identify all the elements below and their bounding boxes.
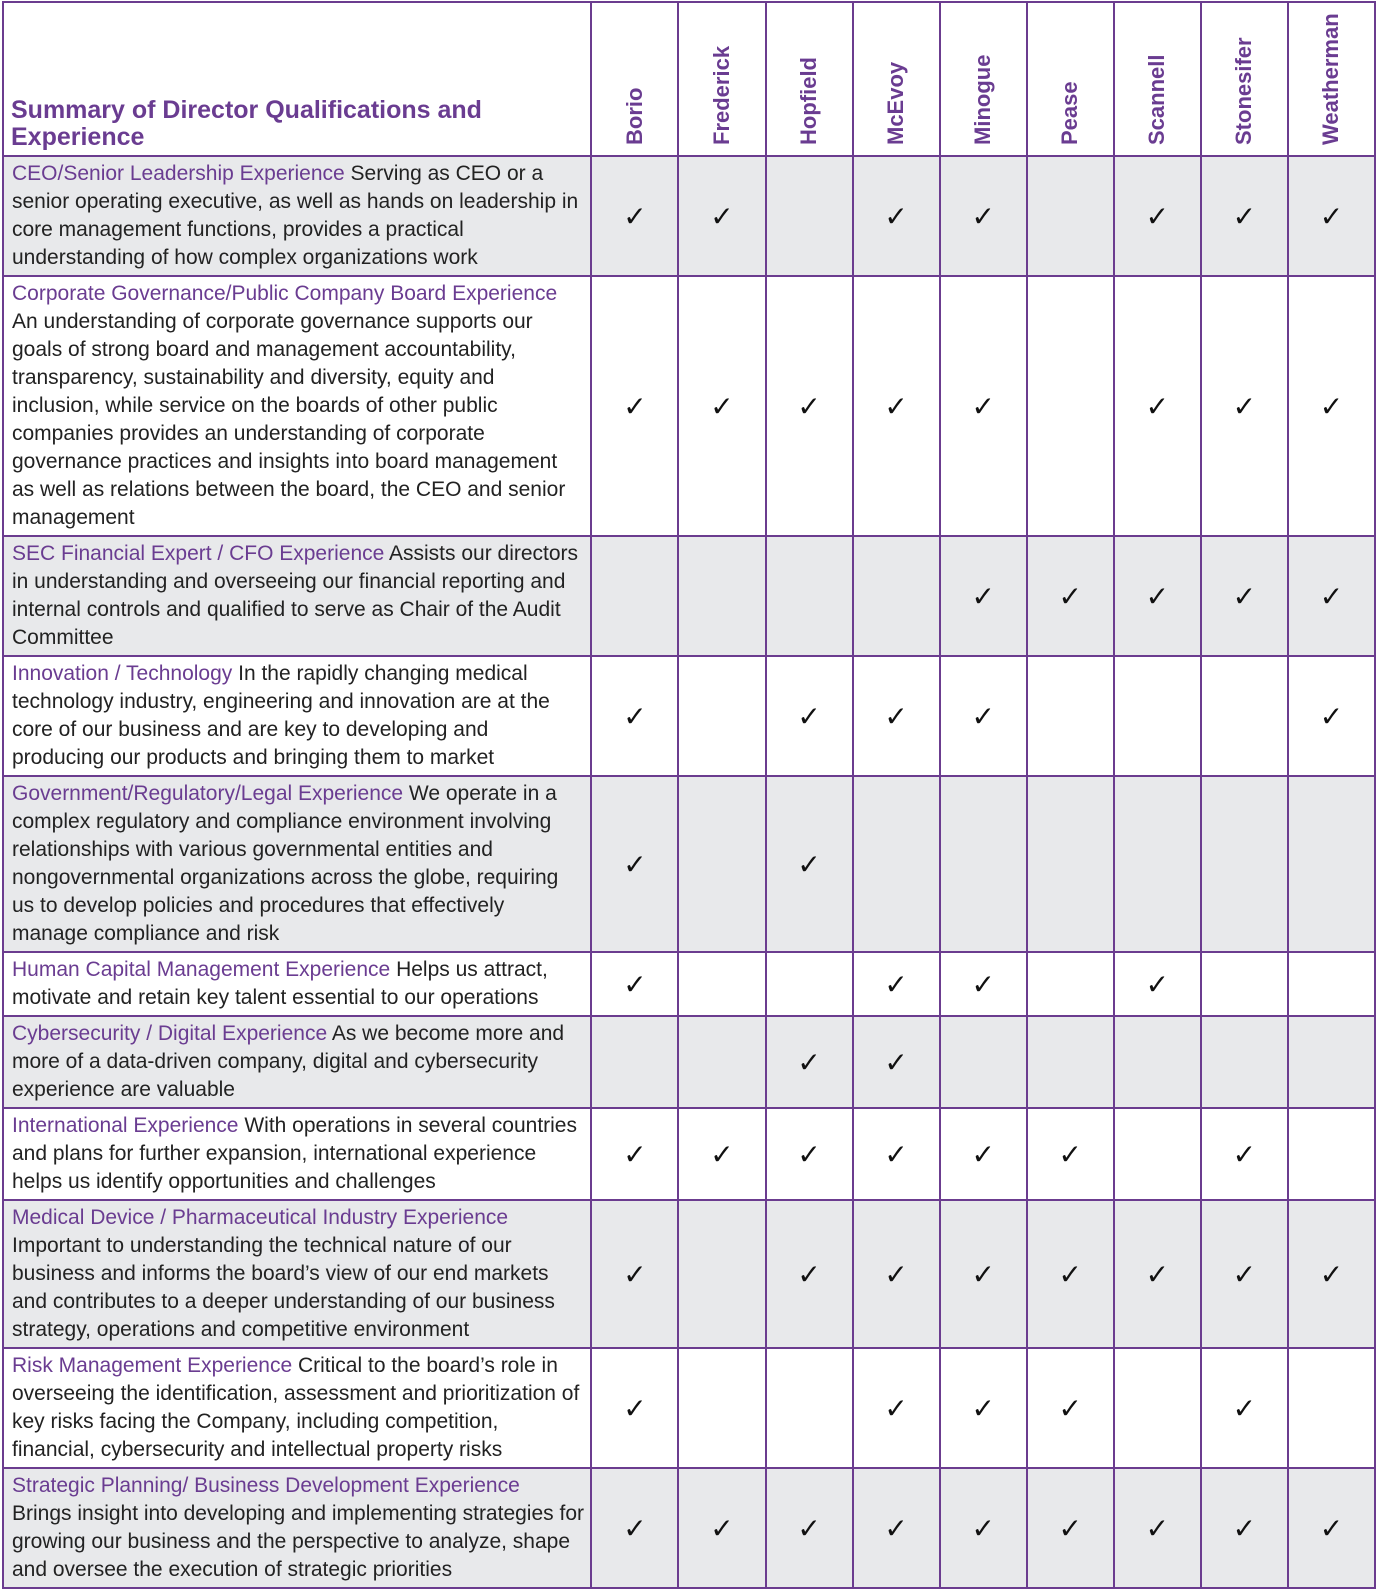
qualifications-matrix <box>2 1 1376 1589</box>
checkmark-icon: ✓ <box>884 700 908 732</box>
table-row <box>3 776 1375 952</box>
qualification-cell <box>3 1200 591 1348</box>
check-cell <box>591 536 678 656</box>
director-header-stonesifer <box>1201 2 1288 156</box>
check-cell <box>591 1108 678 1200</box>
checkmark-icon: ✓ <box>1319 200 1344 232</box>
check-cell <box>940 1108 1027 1200</box>
checkmark-icon: ✓ <box>710 200 734 232</box>
check-cell <box>1027 1348 1114 1468</box>
check-cell <box>591 1468 678 1588</box>
check-cell <box>591 1348 678 1468</box>
check-cell <box>1201 156 1288 276</box>
qualification-description: Serving as CEO or a senior operating executive, as well as hands on leadership in core management functions, provides a practical understanding of how complex organizations work <box>12 162 579 269</box>
check-cell <box>1201 1016 1288 1108</box>
checkmark-icon: ✓ <box>623 390 647 422</box>
qualification-cell <box>3 952 591 1016</box>
check-cell <box>940 1468 1027 1588</box>
check-cell <box>766 1468 853 1588</box>
qualification-category: International Experience <box>12 1114 239 1137</box>
check-cell <box>1027 536 1114 656</box>
director-header-weatherman <box>1288 2 1375 156</box>
checkmark-icon: ✓ <box>1145 200 1170 232</box>
checkmark-icon: ✓ <box>1232 1258 1257 1290</box>
check-cell <box>1027 1468 1114 1588</box>
check-cell <box>1114 1200 1201 1348</box>
check-cell <box>591 1016 678 1108</box>
checkmark-icon: ✓ <box>1319 1512 1344 1544</box>
check-cell <box>1201 1468 1288 1588</box>
check-cell <box>1114 276 1201 536</box>
qualification-category: Risk Management Experience <box>12 1354 293 1377</box>
check-cell <box>1288 276 1375 536</box>
qualification-cell <box>3 776 591 952</box>
checkmark-icon: ✓ <box>797 390 821 422</box>
check-cell <box>1201 776 1288 952</box>
director-header-scannell <box>1114 2 1201 156</box>
check-cell <box>766 1348 853 1468</box>
qualification-category: Corporate Governance/Public Company Board Experience <box>12 282 558 305</box>
check-cell <box>1114 656 1201 776</box>
checkmark-icon: ✓ <box>623 1512 647 1544</box>
check-cell <box>1288 776 1375 952</box>
check-cell <box>1027 776 1114 952</box>
checkmark-icon: ✓ <box>797 1258 821 1290</box>
check-cell <box>853 656 940 776</box>
table-row <box>3 656 1375 776</box>
checkmark-icon: ✓ <box>710 1512 734 1544</box>
check-cell <box>1027 156 1114 276</box>
check-cell <box>1027 1200 1114 1348</box>
check-cell <box>678 952 765 1016</box>
checkmark-icon: ✓ <box>623 200 647 232</box>
check-cell <box>1114 776 1201 952</box>
check-cell <box>766 1200 853 1348</box>
check-cell <box>1027 656 1114 776</box>
check-cell <box>1201 952 1288 1016</box>
check-cell <box>1114 952 1201 1016</box>
checkmark-icon: ✓ <box>623 1138 647 1170</box>
table-title: Summary of Director Qualifications and Experience <box>3 2 591 156</box>
checkmark-icon: ✓ <box>1232 1512 1257 1544</box>
check-cell <box>678 536 765 656</box>
qualification-description: Important to understanding the technical nature of our business and informs the board’s view of our end markets and contributes to a deeper understanding of our business strategy, operations and competitive environment <box>12 1234 555 1341</box>
qualification-description: With operations in several countries and plans for further expansion, international experience helps us identify opportunities and challenges <box>12 1114 577 1193</box>
check-cell <box>1114 1108 1201 1200</box>
check-cell <box>1288 1468 1375 1588</box>
director-header-frederick <box>678 2 765 156</box>
checkmark-icon: ✓ <box>1058 1392 1082 1424</box>
checkmark-icon: ✓ <box>884 200 908 232</box>
check-cell <box>940 156 1027 276</box>
check-cell <box>1288 536 1375 656</box>
checkmark-icon: ✓ <box>623 848 647 880</box>
qualification-category: Cybersecurity / Digital Experience <box>12 1022 328 1045</box>
check-cell <box>678 656 765 776</box>
check-cell <box>853 1348 940 1468</box>
checkmark-icon: ✓ <box>1058 580 1082 612</box>
checkmark-icon: ✓ <box>884 390 908 422</box>
checkmark-icon: ✓ <box>1145 580 1170 612</box>
director-header-pease <box>1027 2 1114 156</box>
checkmark-icon: ✓ <box>971 390 995 422</box>
check-cell <box>1201 536 1288 656</box>
check-cell <box>853 1016 940 1108</box>
checkmark-icon: ✓ <box>1319 1258 1344 1290</box>
check-cell <box>766 656 853 776</box>
checkmark-icon: ✓ <box>623 968 647 1000</box>
qualification-cell <box>3 1348 591 1468</box>
check-cell <box>940 776 1027 952</box>
director-name: Minogue <box>970 54 996 145</box>
check-cell <box>853 1108 940 1200</box>
check-cell <box>940 276 1027 536</box>
check-cell <box>591 276 678 536</box>
qualification-category: Innovation / Technology <box>12 662 233 685</box>
check-cell <box>1288 1016 1375 1108</box>
checkmark-icon: ✓ <box>1232 580 1257 612</box>
checkmark-icon: ✓ <box>971 1512 995 1544</box>
check-cell <box>1201 276 1288 536</box>
checkmark-icon: ✓ <box>884 1258 908 1290</box>
qualification-description: We operate in a complex regulatory and compliance environment involving relationships with various governmental entities and nongovernmental organizations across the globe, requiring us to develop policies and procedures that effectively manage compliance and risk <box>12 782 559 945</box>
director-name: McEvoy <box>883 61 909 145</box>
check-cell <box>678 776 765 952</box>
director-header-hopfield <box>766 2 853 156</box>
qualification-category: Government/Regulatory/Legal Experience <box>12 782 404 805</box>
checkmark-icon: ✓ <box>623 1392 647 1424</box>
qualification-description: As we become more and more of a data-driven company, digital and cybersecurity experience are valuable <box>12 1022 565 1101</box>
qualification-cell <box>3 1468 591 1588</box>
check-cell <box>1288 156 1375 276</box>
check-cell <box>1288 1108 1375 1200</box>
check-cell <box>591 1200 678 1348</box>
check-cell <box>591 656 678 776</box>
qualification-rows <box>3 156 1375 1588</box>
check-cell <box>1288 656 1375 776</box>
check-cell <box>853 952 940 1016</box>
qualification-cell <box>3 536 591 656</box>
checkmark-icon: ✓ <box>884 1392 908 1424</box>
qualification-description: In the rapidly changing medical technology industry, engineering and innovation are at the core of our business and are key to developing and producing our products and bringing them to market <box>12 662 550 769</box>
checkmark-icon: ✓ <box>1058 1138 1082 1170</box>
check-cell <box>678 1016 765 1108</box>
checkmark-icon: ✓ <box>971 580 995 612</box>
checkmark-icon: ✓ <box>1058 1512 1082 1544</box>
check-cell <box>940 1348 1027 1468</box>
checkmark-icon: ✓ <box>797 1512 821 1544</box>
check-cell <box>766 156 853 276</box>
checkmark-icon: ✓ <box>1058 1258 1082 1290</box>
check-cell <box>766 776 853 952</box>
table-row <box>3 1108 1375 1200</box>
table-row <box>3 156 1375 276</box>
check-cell <box>1114 536 1201 656</box>
director-name: Borio <box>621 87 647 145</box>
director-name: Pease <box>1057 81 1083 145</box>
check-cell <box>678 1200 765 1348</box>
check-cell <box>1114 156 1201 276</box>
director-name: Scannell <box>1144 54 1170 145</box>
checkmark-icon: ✓ <box>971 1258 995 1290</box>
checkmark-icon: ✓ <box>1145 1258 1170 1290</box>
qualification-category: SEC Financial Expert / CFO Experience <box>12 542 385 565</box>
check-cell <box>678 1348 765 1468</box>
header-row <box>3 2 1375 156</box>
director-name: Weatherman <box>1318 13 1344 145</box>
check-cell <box>940 1016 1027 1108</box>
qualification-cell <box>3 156 591 276</box>
check-cell <box>766 1016 853 1108</box>
check-cell <box>1027 952 1114 1016</box>
checkmark-icon: ✓ <box>1319 580 1344 612</box>
check-cell <box>591 776 678 952</box>
checkmark-icon: ✓ <box>1145 968 1170 1000</box>
qualification-cell <box>3 1016 591 1108</box>
checkmark-icon: ✓ <box>884 1512 908 1544</box>
checkmark-icon: ✓ <box>797 1138 821 1170</box>
check-cell <box>678 276 765 536</box>
check-cell <box>940 536 1027 656</box>
checkmark-icon: ✓ <box>1319 390 1344 422</box>
check-cell <box>853 276 940 536</box>
checkmark-icon: ✓ <box>710 390 734 422</box>
qualification-category: Medical Device / Pharmaceutical Industry Experience <box>12 1206 509 1229</box>
check-cell <box>1201 656 1288 776</box>
check-cell <box>853 536 940 656</box>
check-cell <box>678 156 765 276</box>
table-row <box>3 952 1375 1016</box>
qualification-description: Helps us attract, motivate and retain key talent essential to our operations <box>12 958 548 1009</box>
qualification-cell <box>3 276 591 536</box>
director-header-minogue <box>940 2 1027 156</box>
director-name: Hopfield <box>796 57 822 145</box>
check-cell <box>1027 1108 1114 1200</box>
qualification-cell <box>3 1108 591 1200</box>
qualification-description: Critical to the board’s role in overseeing the identification, assessment and prioritization of key risks facing the Company, including competition, financial, cybersecurity and intellectual property risks <box>12 1354 580 1461</box>
check-cell <box>853 776 940 952</box>
checkmark-icon: ✓ <box>884 968 908 1000</box>
check-cell <box>1027 1016 1114 1108</box>
checkmark-icon: ✓ <box>623 1258 647 1290</box>
checkmark-icon: ✓ <box>1145 1512 1170 1544</box>
table-row <box>3 536 1375 656</box>
checkmark-icon: ✓ <box>1232 390 1257 422</box>
check-cell <box>1288 952 1375 1016</box>
checkmark-icon: ✓ <box>797 848 821 880</box>
qualification-category: Human Capital Management Experience <box>12 958 391 981</box>
check-cell <box>1201 1108 1288 1200</box>
qualification-description: Brings insight into developing and implementing strategies for growing our business and the perspective to analyze, shape and oversee the execution of strategic priorities <box>12 1502 584 1581</box>
checkmark-icon: ✓ <box>971 1392 995 1424</box>
check-cell <box>766 1108 853 1200</box>
check-cell <box>1288 1348 1375 1468</box>
checkmark-icon: ✓ <box>1232 1392 1257 1424</box>
check-cell <box>1114 1016 1201 1108</box>
checkmark-icon: ✓ <box>1319 700 1344 732</box>
table-row <box>3 1468 1375 1588</box>
check-cell <box>1114 1348 1201 1468</box>
check-cell <box>678 1108 765 1200</box>
checkmark-icon: ✓ <box>797 1046 821 1078</box>
checkmark-icon: ✓ <box>710 1138 734 1170</box>
check-cell <box>678 1468 765 1588</box>
check-cell <box>853 156 940 276</box>
director-name: Stonesifer <box>1231 37 1257 145</box>
qualification-category: Strategic Planning/ Business Development Experience <box>12 1474 520 1497</box>
table-row <box>3 1348 1375 1468</box>
check-cell <box>1114 1468 1201 1588</box>
check-cell <box>1027 276 1114 536</box>
director-name: Frederick <box>709 45 735 145</box>
director-header-mcevoy <box>853 2 940 156</box>
checkmark-icon: ✓ <box>971 1138 995 1170</box>
table-row <box>3 276 1375 536</box>
checkmark-icon: ✓ <box>1232 200 1257 232</box>
check-cell <box>940 952 1027 1016</box>
table-row <box>3 1200 1375 1348</box>
checkmark-icon: ✓ <box>971 968 995 1000</box>
check-cell <box>766 276 853 536</box>
checkmark-icon: ✓ <box>884 1138 908 1170</box>
check-cell <box>766 536 853 656</box>
checkmark-icon: ✓ <box>797 700 821 732</box>
checkmark-icon: ✓ <box>1145 390 1170 422</box>
checkmark-icon: ✓ <box>623 700 647 732</box>
check-cell <box>766 952 853 1016</box>
check-cell <box>853 1468 940 1588</box>
qualification-cell <box>3 656 591 776</box>
check-cell <box>591 952 678 1016</box>
check-cell <box>591 156 678 276</box>
check-cell <box>1201 1348 1288 1468</box>
checkmark-icon: ✓ <box>884 1046 908 1078</box>
check-cell <box>1288 1200 1375 1348</box>
check-cell <box>940 656 1027 776</box>
qualification-description: An understanding of corporate governance supports our goals of strong board and management accountability, transparency, sustainability and diversity, equity and inclusion, while service on the boards of other public companies provides an understanding of corporate governance practices and insights into board management as well as relations between the board, the CEO and senior management <box>12 310 566 529</box>
check-cell <box>853 1200 940 1348</box>
check-cell <box>940 1200 1027 1348</box>
qualification-description: Assists our directors in understanding and overseeing our financial reporting and internal controls and qualified to serve as Chair of the Audit Committee <box>12 542 579 649</box>
checkmark-icon: ✓ <box>1232 1138 1257 1170</box>
checkmark-icon: ✓ <box>971 700 995 732</box>
check-cell <box>1201 1200 1288 1348</box>
qualifications-table <box>2 1 1376 1589</box>
director-header-borio <box>591 2 678 156</box>
checkmark-icon: ✓ <box>971 200 995 232</box>
qualification-category: CEO/Senior Leadership Experience <box>12 162 345 185</box>
table-row <box>3 1016 1375 1108</box>
